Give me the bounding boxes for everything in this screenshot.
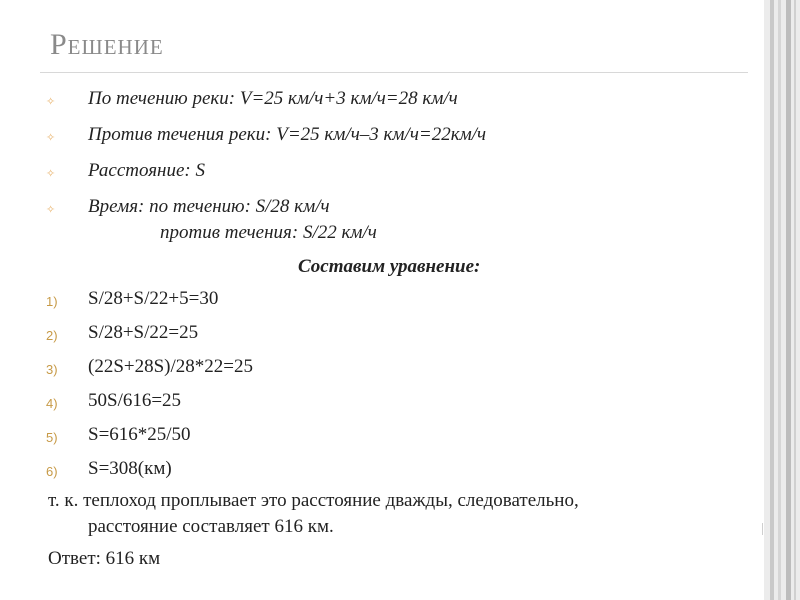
border-stripe [786, 0, 791, 600]
step-number: 6) [46, 464, 58, 479]
bullet-icon: ✧ [46, 168, 56, 180]
slide-right-border [764, 0, 800, 600]
step-number: 3) [46, 362, 58, 377]
step-3: (22S+28S)/28*22=25 [88, 356, 253, 377]
step-1: S/28+S/22+5=30 [88, 288, 219, 309]
border-stripe [770, 0, 774, 600]
bullet-icon: ✧ [46, 96, 56, 108]
bullet-distance: Расстояние: S [88, 160, 205, 181]
bullet-icon: ✧ [46, 204, 56, 216]
title-divider [40, 72, 748, 73]
step-5: S=616*25/50 [88, 424, 191, 445]
bullet-downstream: По течению реки: V=25 км/ч+3 км/ч=28 км/ч [88, 88, 458, 109]
equation-heading: Составим уравнение: [298, 256, 481, 277]
answer-line: Ответ: 616 км [48, 548, 161, 569]
step-4: 50S/616=25 [88, 390, 182, 411]
step-6: S=308(км) [88, 458, 172, 479]
conclusion-text: т. к. теплоход проплывает это расстояние дважды, следовательно, [48, 490, 579, 511]
step-number: 4) [46, 396, 58, 411]
slide-title: Решение [50, 28, 164, 61]
step-2: S/28+S/22=25 [88, 322, 199, 343]
border-stripe [778, 0, 781, 600]
bullet-upstream: Против течения реки: V=25 км/ч–3 км/ч=22км/ч [88, 124, 487, 145]
slide-mark [762, 523, 763, 535]
step-number: 1) [46, 294, 58, 309]
time-upstream-line: против течения: S/22 км/ч [160, 222, 377, 243]
bullet-icon: ✧ [46, 132, 56, 144]
border-stripe [794, 0, 796, 600]
conclusion-text-cont: расстояние составляет 616 км. [88, 516, 334, 537]
bullet-time: Время: по течению: S/28 км/ч [88, 196, 330, 217]
step-number: 2) [46, 328, 58, 343]
step-number: 5) [46, 430, 58, 445]
